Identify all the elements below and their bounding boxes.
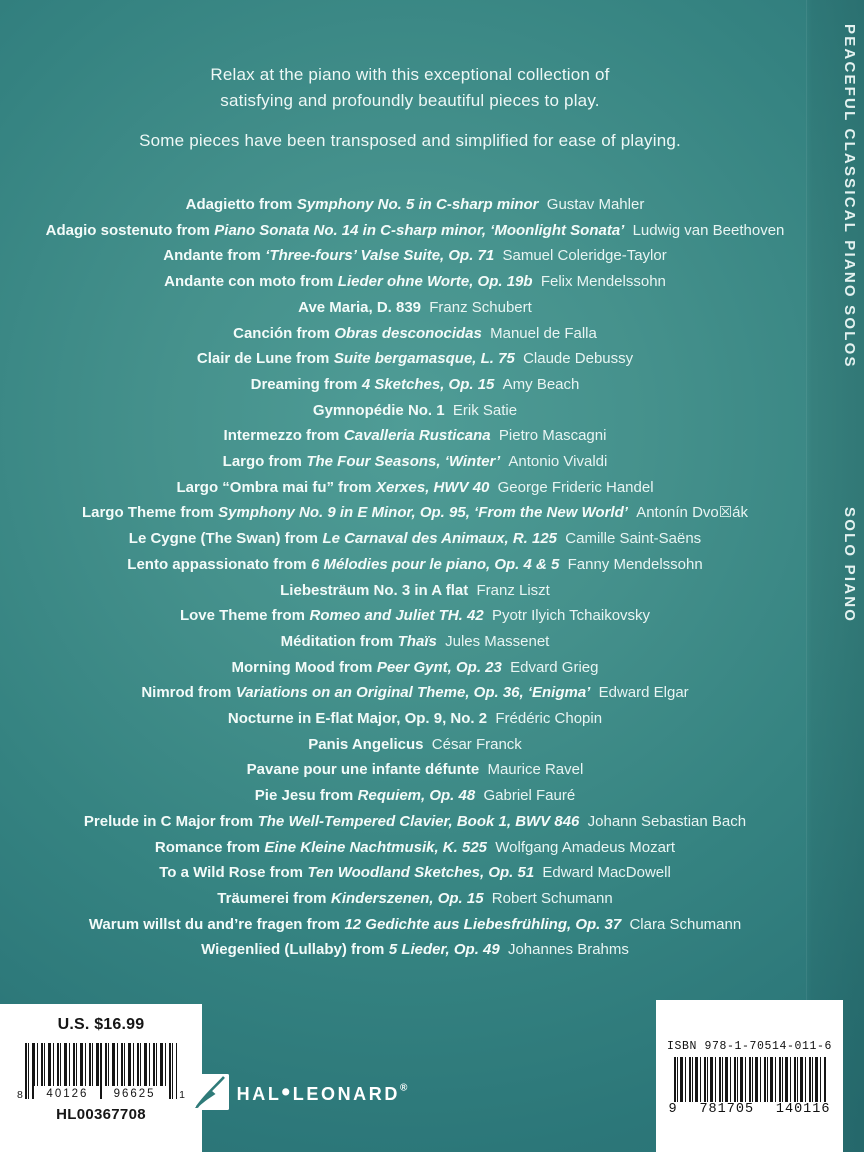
intro-text xyxy=(0,62,820,154)
piece-composer: Ludwig van Beethoven xyxy=(632,221,785,239)
piece-composer: Johann Sebastian Bach xyxy=(587,812,747,830)
piece-title: To a Wild Rose from xyxy=(159,864,303,882)
pieces-list xyxy=(0,192,830,963)
piece-title: Ave Maria, D. 839 xyxy=(298,298,422,316)
upc-left-digit: 8 xyxy=(17,1089,23,1101)
piece-line xyxy=(0,860,830,886)
piece-line xyxy=(0,192,830,218)
piece-line xyxy=(0,732,830,758)
upc-digit-group-2: 96625 xyxy=(113,1088,156,1100)
piece-line xyxy=(0,809,830,835)
piece-line xyxy=(0,783,830,809)
piece-composer: Pyotr Ilyich Tchaikovsky xyxy=(491,607,651,625)
ean-barcode xyxy=(674,1057,826,1102)
piece-composer: Pietro Mascagni xyxy=(498,427,607,445)
piece-composer: Manuel de Falla xyxy=(490,324,597,342)
piece-work: Obras desconocidas xyxy=(334,324,482,342)
piece-line xyxy=(0,835,830,861)
piece-work: Thaïs xyxy=(397,632,437,650)
piece-composer: George Frideric Handel xyxy=(497,478,654,496)
piece-composer: Gustav Mahler xyxy=(546,196,645,213)
upc-right-digit: 1 xyxy=(179,1089,185,1101)
piece-line xyxy=(0,321,830,347)
piece-title: Canción from xyxy=(233,324,330,342)
piece-line xyxy=(0,346,830,372)
piece-title: Wiegenlied (Lullaby) from xyxy=(201,941,385,959)
piece-composer: Franz Liszt xyxy=(476,581,550,599)
piece-title: Dreaming from xyxy=(250,375,358,393)
piece-title: Gymnopédie No. 1 xyxy=(312,401,445,419)
intro-line-2: satisfying and profoundly beautiful pieces to play. xyxy=(220,91,600,110)
piece-line xyxy=(0,578,830,604)
piece-composer: Amy Beach xyxy=(502,375,580,393)
piece-composer: Fanny Mendelssohn xyxy=(567,555,703,573)
piece-title: Pavane pour une infante défunte xyxy=(246,761,480,779)
piece-composer: Samuel Coleridge-Taylor xyxy=(502,247,667,265)
piece-title: Träumerei from xyxy=(217,889,327,907)
piece-line xyxy=(0,706,830,732)
piece-work: Symphony No. 5 in C-sharp minor xyxy=(296,196,539,213)
piece-title: Andante con moto from xyxy=(164,273,334,291)
piece-work: The Four Seasons, ‘Winter’ xyxy=(306,453,501,471)
piece-work: Suite bergamasque, L. 75 xyxy=(333,350,515,368)
piece-line xyxy=(0,526,830,552)
piece-title: Love Theme from xyxy=(179,607,305,625)
piece-composer: Camille Saint-Saëns xyxy=(565,530,702,548)
ean-digit-group-1: 781705 xyxy=(699,1102,755,1117)
piece-composer: Antonín Dvo☒ák xyxy=(636,504,749,522)
piece-line xyxy=(0,912,830,938)
piece-composer: Franz Schubert xyxy=(429,298,532,316)
piece-work: Requiem, Op. 48 xyxy=(357,787,476,805)
piece-work: Kinderszenen, Op. 15 xyxy=(331,889,484,907)
piece-title: Warum willst du and’re fragen from xyxy=(88,915,340,933)
piece-title: Pie Jesu from xyxy=(254,787,354,805)
piece-composer: Edvard Grieg xyxy=(510,658,599,676)
spine-series-title-vertical: PEACEFUL CLASSICAL PIANO SOLOS xyxy=(841,24,858,369)
piece-title: Nimrod from xyxy=(141,684,232,702)
piece-line xyxy=(0,500,830,526)
piece-work: 4 Sketches, Op. 15 xyxy=(361,375,495,393)
piece-composer: Jules Massenet xyxy=(445,632,550,650)
piece-work: Cavalleria Rusticana xyxy=(343,427,491,445)
piece-title: Morning Mood from xyxy=(231,658,373,676)
upc-digit-group-1: 40126 xyxy=(46,1088,89,1100)
intro-line-1: Relax at the piano with this exceptional collection of xyxy=(210,65,610,84)
piece-work: Ten Woodland Sketches, Op. 51 xyxy=(307,864,535,882)
piece-composer: Antonio Vivaldi xyxy=(508,453,608,471)
piece-title: Andante from xyxy=(163,247,261,265)
piece-line xyxy=(0,757,830,783)
piece-title: Le Cygne (The Swan) from xyxy=(128,530,318,548)
intro-paragraph-2: Some pieces have been transposed and simplified for ease of playing. xyxy=(139,131,681,150)
piece-line xyxy=(0,629,830,655)
piece-line xyxy=(0,680,830,706)
ean-left-digit: 9 xyxy=(668,1102,678,1117)
piece-work: ‘Three-fours’ Valse Suite, Op. 71 xyxy=(265,247,495,265)
piece-line xyxy=(0,449,830,475)
piece-line xyxy=(0,269,830,295)
piece-title: Liebesträum No. 3 in A flat xyxy=(280,581,469,599)
price-label: U.S. $16.99 xyxy=(57,1016,145,1033)
piece-title: Clair de Lune from xyxy=(196,350,330,368)
piece-work: Variations on an Original Theme, Op. 36, ‘Enigma’ xyxy=(235,684,591,702)
piece-work: 12 Gedichte aus Liebesfrühling, Op. 37 xyxy=(344,915,622,933)
piece-line xyxy=(0,937,830,963)
piece-title: Intermezzo from xyxy=(223,427,340,445)
piece-composer: César Franck xyxy=(431,735,522,753)
piece-line xyxy=(0,552,830,578)
ean-digit-row xyxy=(669,1102,831,1117)
piece-composer: Felix Mendelssohn xyxy=(540,273,666,291)
piece-composer: Gabriel Fauré xyxy=(483,787,576,805)
publisher-name-text: hal•leonard xyxy=(236,1077,400,1106)
isbn-number: ISBN 978-1-70514-011-6 xyxy=(666,1040,833,1053)
piece-title: Méditation from xyxy=(280,632,394,650)
isbn-barcode-box xyxy=(656,1000,843,1152)
piece-work: The Well-Tempered Clavier, Book 1, BWV 846 xyxy=(257,812,580,830)
piece-work: 5 Lieder, Op. 49 xyxy=(388,941,500,959)
piece-composer: Maurice Ravel xyxy=(487,761,584,779)
ean-digit-group-2: 140116 xyxy=(775,1102,831,1117)
intro-paragraph-1 xyxy=(0,62,820,114)
piece-title: Prelude in C Major from xyxy=(83,812,254,830)
piece-composer: Frédéric Chopin xyxy=(495,710,603,728)
piece-line xyxy=(0,372,830,398)
registered-mark: ® xyxy=(399,1082,408,1094)
piece-work: Le Carnaval des Animaux, R. 125 xyxy=(322,530,558,548)
piece-line xyxy=(0,218,830,244)
piece-title: Adagio sostenuto from xyxy=(45,221,210,239)
piece-composer: Wolfgang Amadeus Mozart xyxy=(495,838,676,856)
piece-title: Panis Angelicus xyxy=(308,735,424,753)
piece-title: Lento appassionato from xyxy=(127,555,307,573)
piece-title: Largo from xyxy=(222,453,302,471)
piece-line xyxy=(0,398,830,424)
piece-composer: Edward MacDowell xyxy=(542,864,671,882)
publisher-logo xyxy=(0,1074,600,1110)
piece-composer: Robert Schumann xyxy=(491,889,613,907)
hal-leonard-quill-icon xyxy=(193,1074,229,1110)
piece-title: Nocturne in E-flat Major, Op. 9, No. 2 xyxy=(227,710,488,728)
piece-work: Lieder ohne Worte, Op. 19b xyxy=(337,273,533,291)
piece-composer: Clara Schumann xyxy=(629,915,742,933)
piece-line xyxy=(0,886,830,912)
piece-work: Piano Sonata No. 14 in C-sharp minor, ‘Moonlight Sonata’ xyxy=(214,221,625,239)
piece-composer: Claude Debussy xyxy=(523,350,634,368)
piece-title: Adagietto from xyxy=(185,196,293,213)
piece-line xyxy=(0,603,830,629)
piece-title: Romance from xyxy=(154,838,260,856)
piece-line xyxy=(0,295,830,321)
spine-format-vertical: SOLO PIANO xyxy=(841,507,858,624)
piece-line xyxy=(0,475,830,501)
piece-composer: Edward Elgar xyxy=(598,684,689,702)
piece-composer: Erik Satie xyxy=(452,401,518,419)
piece-line xyxy=(0,655,830,681)
piece-work: Eine Kleine Nachtmusik, K. 525 xyxy=(264,838,488,856)
piece-work: Symphony No. 9 in E Minor, Op. 95, ‘From the New World’ xyxy=(218,504,628,522)
piece-composer: Johannes Brahms xyxy=(507,941,629,959)
catalog-number: HL00367708 xyxy=(56,1106,146,1123)
piece-line xyxy=(0,243,830,269)
piece-title: Largo Theme from xyxy=(81,504,214,522)
piece-work: Romeo and Juliet TH. 42 xyxy=(309,607,484,625)
piece-work: 6 Mélodies pour le piano, Op. 4 & 5 xyxy=(310,555,560,573)
piece-work: Peer Gynt, Op. 23 xyxy=(376,658,502,676)
piece-work: Xerxes, HWV 40 xyxy=(375,478,490,496)
piece-title: Largo “Ombra mai fu” from xyxy=(176,478,372,496)
publisher-name xyxy=(237,1078,408,1107)
piece-line xyxy=(0,423,830,449)
